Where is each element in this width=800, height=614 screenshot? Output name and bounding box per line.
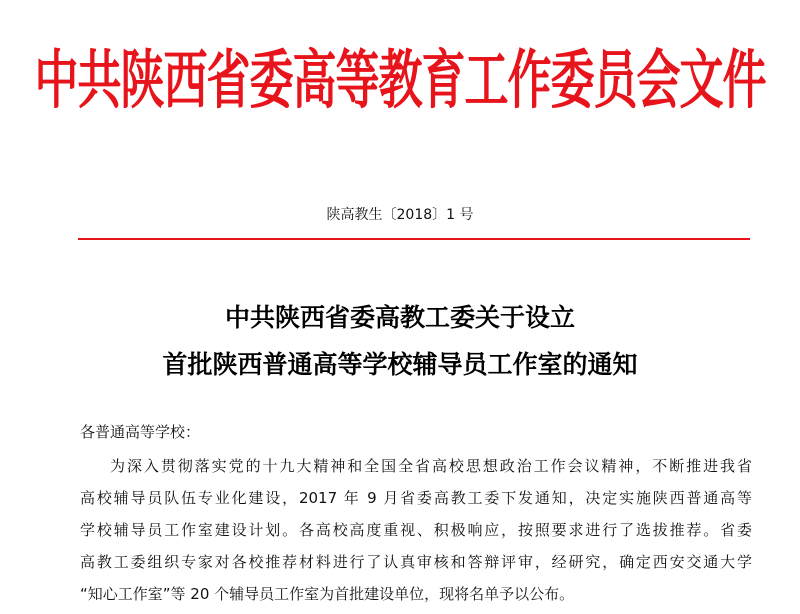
body-paragraph-line: 学校辅导员工作室建设计划。各高校高度重视、积极响应，按照要求进行了选拔推荐。省委 — [80, 521, 752, 539]
document-number: 陕高教生〔2018〕1 号 — [326, 207, 474, 223]
body-paragraph-line: 高校辅导员队伍专业化建设，2017 年 9 月省委高教工委下发通知，决定实施陕西普通高等 — [80, 489, 752, 507]
body-paragraph-line: 高教工委组织专家对各校推荐材料进行了认真审核和答辩评审，经研究，确定西安交通大学 — [80, 553, 752, 571]
issuer-header: 中共陕西省委高等教育工作委员会文件 — [34, 43, 766, 118]
body-paragraph-line: 为深入贯彻落实党的十九大精神和全国全省高校思想政治工作会议精神，不断推进我省 — [110, 457, 752, 475]
document-title-line-2: 首批陕西普通高等学校辅导员工作室的通知 — [162, 350, 638, 379]
salutation: 各普通高等学校： — [80, 423, 201, 441]
body-paragraph-line: “知心工作室”等 20 个辅导员工作室为首批建设单位，现将名单予以公布。 — [80, 585, 575, 603]
red-divider — [78, 238, 750, 240]
document-title-line-1: 中共陕西省委高教工委关于设立 — [224, 303, 575, 332]
